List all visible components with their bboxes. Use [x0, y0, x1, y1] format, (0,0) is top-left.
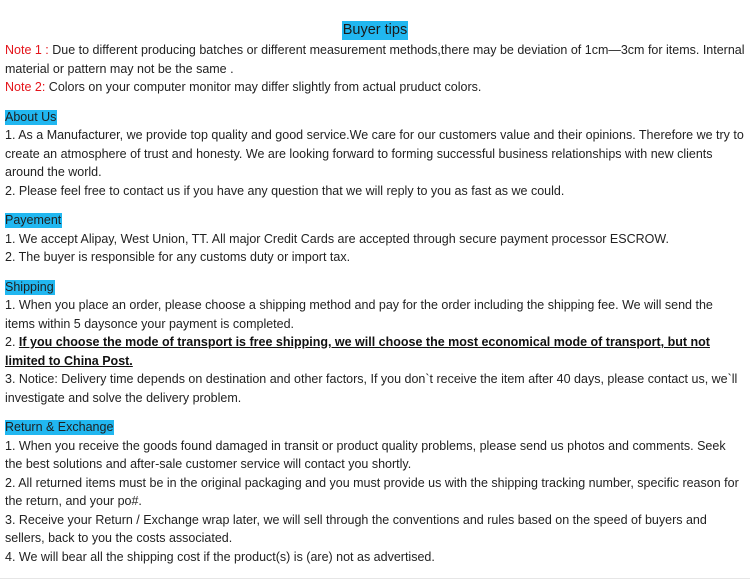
- return-item-1: 1. When you receive the goods found damaged in transit or product quality problems, please send us photos and comments. Seek the best solutions and after-sale customer service will contact you shortly.: [5, 438, 726, 471]
- shipping-item-3: 3. Notice: Delivery time depends on destination and other factors, If you don`t receive the item after 40 days, please contact us, we`ll investigate and solve the delivery problem.: [5, 372, 738, 405]
- return-exchange-heading-row: [5, 418, 745, 437]
- shipping-item-1: 1. When you place an order, please choose a shipping method and pay for the order including the shipping fee. We will send the items within 5 daysonce your payment is completed.: [5, 298, 713, 331]
- about-us-heading-row: [5, 108, 745, 127]
- shipping-heading: Shipping: [5, 279, 54, 294]
- payment-heading-row: [5, 211, 745, 230]
- note-2-text: Colors on your computer monitor may differ slightly from actual pruduct colors.: [45, 80, 482, 94]
- return-item-4: 4. We will bear all the shipping cost if the product(s) is (are) not as advertised.: [5, 549, 435, 564]
- note-2: [5, 78, 745, 97]
- page-title: Buyer tips: [342, 22, 408, 38]
- about-us-heading: About Us: [5, 109, 57, 124]
- shipping-item-2-prefix: 2.: [5, 335, 19, 349]
- about-us-item-1: 1. As a Manufacturer, we provide top quality and good service.We care for our customers value and their opinions. Therefore we try to create an atmosphere of trust and honesty. We are looking forward to forming successful business relationships with new clients around the world.: [5, 128, 744, 179]
- note-1: [5, 41, 745, 78]
- free-shipping-notice: If you choose the mode of transport is free shipping, we will choose the most economical mode of transport, but not limited to China Post.: [5, 335, 710, 368]
- title-row: [0, 21, 750, 41]
- shipping-item-2: [5, 333, 745, 370]
- return-item-2: 2. All returned items must be in the original packaging and you must provide us with the shipping tracking number, specific reason for the return, and your po#.: [5, 475, 739, 508]
- note-1-text: Due to different producing batches or different measurement methods,there may be deviation of 1cm—3cm for items. Internal material or pattern may not be the same .: [5, 43, 745, 76]
- about-us-item-2: 2. Please feel free to contact us if you have any question that we will reply to you as fast as we could.: [5, 183, 565, 198]
- return-item-3: 3. Receive your Return / Exchange wrap later, we will sell through the conventions and rules based on the speed of buyers and sellers, back to you the costs associated.: [5, 512, 707, 545]
- bottom-divider: [0, 578, 750, 579]
- payment-heading: Payement: [5, 213, 62, 227]
- return-exchange-heading: Return & Exchange: [5, 420, 114, 434]
- payment-item-1: 1. We accept Alipay, West Union, TT. All major Credit Cards are accepted through secure payment processor ESCROW.: [5, 231, 669, 246]
- payment-item-2: 2. The buyer is responsible for any customs duty or import tax.: [5, 250, 351, 264]
- note-1-label: Note 1 :: [5, 43, 49, 57]
- note-2-label: Note 2:: [5, 80, 46, 94]
- tips-content: [5, 41, 745, 566]
- shipping-heading-row: [5, 278, 745, 297]
